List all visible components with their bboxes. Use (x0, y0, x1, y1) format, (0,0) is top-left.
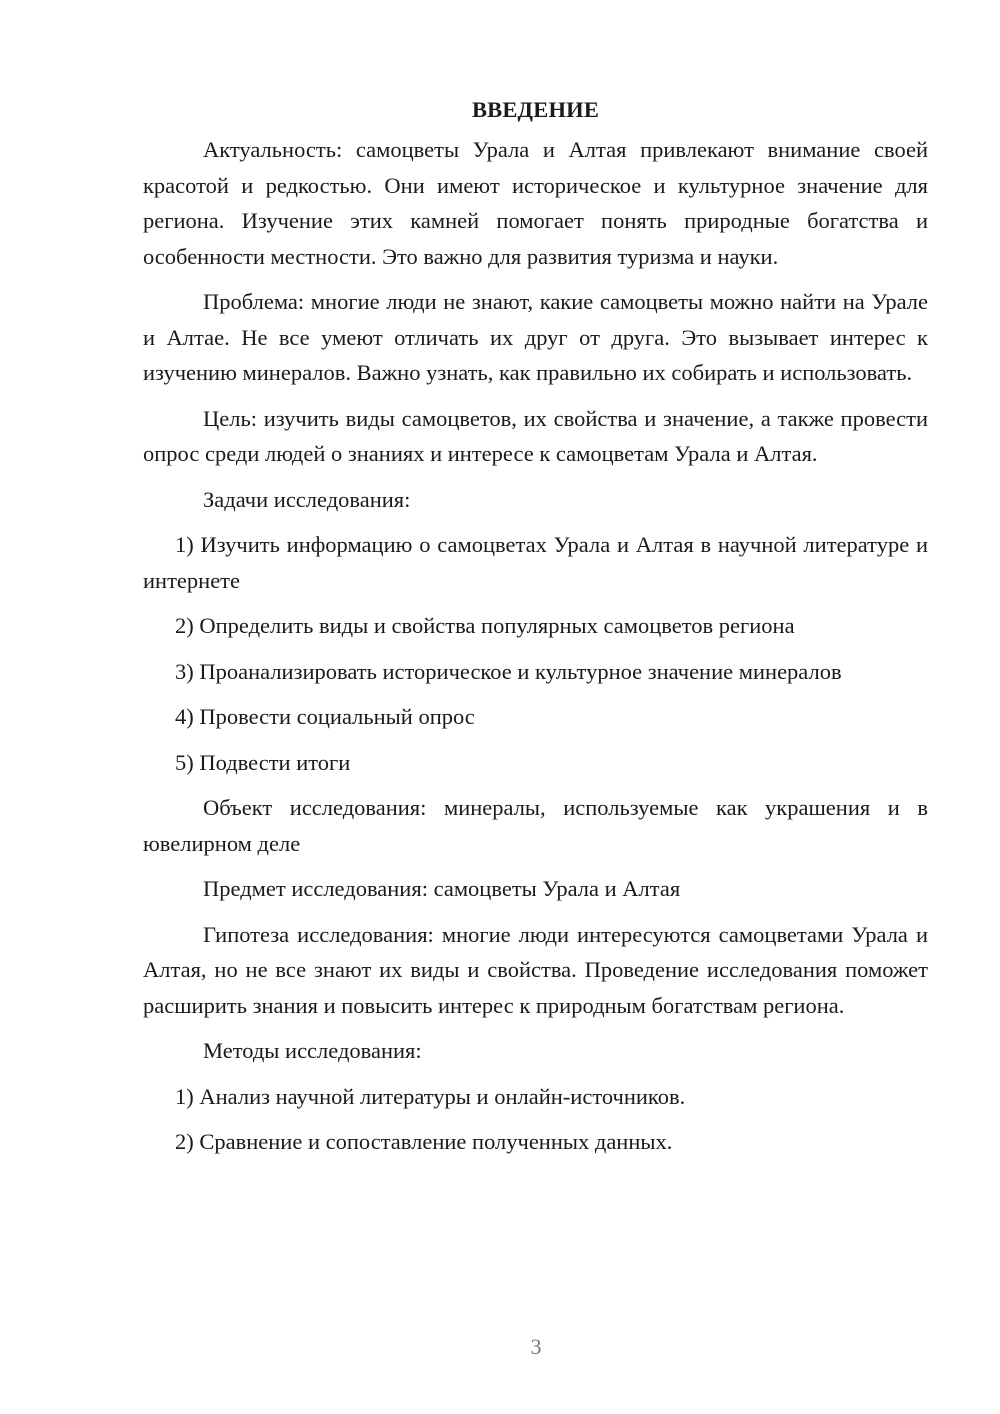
task-item: 3) Проанализировать историческое и культурное значение минералов (175, 658, 842, 684)
goal-paragraph: Цель: изучить виды самоцветов, их свойства и значение, а также провести опрос среди людей о знаниях и интересе к самоцветам Урала и Алтая. (143, 405, 928, 466)
task-item: 4) Провести социальный опрос (175, 704, 475, 729)
task-item: 5) Подвести итоги (175, 749, 351, 775)
methods-heading: Методы исследования: (203, 1038, 422, 1063)
method-item: 2) Сравнение и сопоставление полученных данных. (175, 1129, 673, 1154)
relevance-paragraph: Актуальность: самоцветы Урала и Алтая привлекают внимание своей красотой и редкостью. Они имеют историческое и культурное значение для региона. Изучение этих камней помогает понять природные богатства и особенности местности. Это важно для развития туризма и науки. (143, 137, 928, 269)
method-item: 1) Анализ научной литературы и онлайн-источников. (175, 1083, 686, 1109)
page-title: ВВЕДЕНИЕ (471, 97, 600, 122)
problem-paragraph: Проблема: многие люди не знают, какие самоцветы можно найти на Урале и Алтае. Не все умеют отличать их друг от друга. Это вызывает интерес к изучению минералов. Важно узнать, как правильно их собирать и использовать. (143, 289, 928, 385)
tasks-heading: Задачи исследования: (203, 486, 411, 512)
page-number: 3 (530, 1334, 542, 1359)
subject-paragraph: Предмет исследования: самоцветы Урала и Алтая (203, 876, 681, 901)
task-item: 2) Определить виды и свойства популярных самоцветов региона (175, 613, 795, 638)
document-page (143, 92, 928, 1170)
hypothesis-paragraph: Гипотеза исследования: многие люди интересуются самоцветами Урала и Алтая, но не все знают их виды и свойства. Проведение исследования поможет расширить знания и повысить интерес к природным богатствам региона. (143, 921, 928, 1018)
object-paragraph: Объект исследования: минералы, используемые как украшения и в ювелирном деле (143, 795, 928, 856)
task-item: 1) Изучить информацию о самоцветах Урала и Алтая в научной литературе и интернете (143, 532, 928, 593)
